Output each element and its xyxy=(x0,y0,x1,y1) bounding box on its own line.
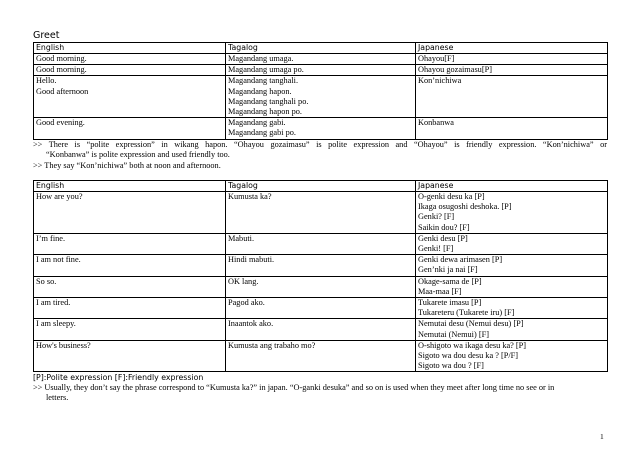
how-are-you-table xyxy=(33,180,608,372)
english-cell xyxy=(34,276,226,297)
tagalog-cell xyxy=(226,65,416,76)
tagalog-text: Kumusta ang trabaho mo? xyxy=(228,340,316,350)
tagalog-text: Hindi mabuti. xyxy=(228,255,275,265)
greetings-table xyxy=(33,42,608,140)
tagalog-cell xyxy=(226,276,416,297)
greetings-table-body xyxy=(34,43,608,140)
english-cell xyxy=(34,233,226,254)
table-row xyxy=(34,118,608,139)
tagalog-cell xyxy=(226,233,416,254)
japanese-text: O-genki desu ka [P] xyxy=(418,192,485,201)
japanese-cell xyxy=(416,233,608,254)
table-row xyxy=(34,276,608,297)
english-cell xyxy=(34,65,226,76)
japanese-cell xyxy=(416,298,608,319)
table-row xyxy=(34,255,608,276)
table-row xyxy=(34,233,608,254)
note-line: “Konbanwa” is polite expression and used friendly too. xyxy=(46,150,230,160)
english-text: Good morning. xyxy=(36,54,87,63)
japanese-text: Sigoto wa dou desu ka ? [P/F] xyxy=(418,351,519,361)
tagalog-text: Magandang gabi po. xyxy=(228,128,296,138)
japanese-cell xyxy=(416,54,608,65)
note-line: >> There is “polite expression” in wikang hapon. “Ohayou gozaimasu” is polite expression and “Ohayou” is friendly expression. “Kon’nichiwa” or xyxy=(33,140,607,149)
how-are-you-table-body xyxy=(34,181,608,372)
english-cell xyxy=(34,340,226,372)
tagalog-text: Magandang tanghali. xyxy=(228,76,299,86)
japanese-text: Gen’nki ja nai [F] xyxy=(418,265,478,275)
japanese-text: Genki desu [P] xyxy=(418,233,468,243)
english-cell xyxy=(34,319,226,340)
tagalog-cell xyxy=(226,255,416,276)
japanese-text: Nemutai (Nemui) [F] xyxy=(418,329,489,339)
column-header: Tagalog xyxy=(226,181,416,192)
column-header: English xyxy=(34,181,226,192)
english-cell xyxy=(34,192,226,234)
english-text: I am sleepy. xyxy=(36,319,76,329)
japanese-text: Ohayou gozaimasu[P] xyxy=(418,65,492,75)
tagalog-text: Mabuti. xyxy=(228,233,255,243)
japanese-cell xyxy=(416,76,608,118)
japanese-text: Ohayou[F] xyxy=(418,54,455,63)
japanese-text: Nemutai desu (Nemui desu) [P] xyxy=(418,319,524,329)
tagalog-text: Magandang tanghali po. xyxy=(228,96,309,106)
japanese-text: Konbanwa xyxy=(418,118,454,128)
japanese-cell xyxy=(416,118,608,139)
tagalog-cell xyxy=(226,319,416,340)
japanese-cell xyxy=(416,255,608,276)
japanese-text: Maa-maa [F] xyxy=(418,286,462,296)
japanese-cell xyxy=(416,340,608,372)
english-text: Good evening. xyxy=(36,118,85,128)
tagalog-text: Magandang hapon. xyxy=(228,86,292,96)
japanese-text: O-shigoto wa ikaga desu ka? [P] xyxy=(418,340,527,350)
column-header: Tagalog xyxy=(226,43,416,54)
note-kumusta-ka xyxy=(33,383,607,404)
japanese-cell xyxy=(416,319,608,340)
tagalog-text: Magandang hapon po. xyxy=(228,107,302,117)
tagalog-cell xyxy=(226,340,416,372)
page-title: Greet xyxy=(33,30,60,41)
note-line: letters. xyxy=(46,393,69,403)
tagalog-text: Kumusta ka? xyxy=(228,192,272,201)
english-text: I am not fine. xyxy=(36,255,81,265)
table-header-row xyxy=(34,181,608,192)
japanese-text: Saikin dou? [F] xyxy=(418,222,470,232)
expression-legend: [P]:Polite expression [F]:Friendly expression xyxy=(33,373,204,382)
english-cell xyxy=(34,298,226,319)
english-cell xyxy=(34,76,226,118)
english-cell xyxy=(34,118,226,139)
table-row xyxy=(34,298,608,319)
japanese-text: Genki! [F] xyxy=(418,244,454,254)
tagalog-cell xyxy=(226,54,416,65)
japanese-text: Genki? [F] xyxy=(418,212,455,222)
table-row xyxy=(34,54,608,65)
english-cell xyxy=(34,255,226,276)
japanese-text: Sigoto wa dou ? [F] xyxy=(418,361,484,371)
note-line: >> Usually, they don’t say the phrase correspond to “Kumusta ka?” in japan. “O-ganki desuka” and so on is used when they meet after long time no see or in xyxy=(33,383,555,392)
table-row xyxy=(34,65,608,76)
tagalog-text: Magandang umaga po. xyxy=(228,65,304,75)
japanese-text: Okage-sama de [P] xyxy=(418,276,482,286)
english-text: So so. xyxy=(36,276,57,286)
page-number: 1 xyxy=(600,432,604,441)
japanese-cell xyxy=(416,65,608,76)
table-row xyxy=(34,319,608,340)
tagalog-text: Pagod ako. xyxy=(228,298,265,308)
table-row xyxy=(34,340,608,372)
english-text: I’m fine. xyxy=(36,233,66,243)
japanese-text: Kon’nichiwa xyxy=(418,76,462,86)
japanese-text: Tukarete imasu [P] xyxy=(418,298,482,308)
tagalog-cell xyxy=(226,192,416,234)
japanese-text: Tukareteru (Tukarete iru) [F] xyxy=(418,308,515,318)
table-header-row xyxy=(34,43,608,54)
note-konnichiwa: >> They say “Kon’nichiwa” both at noon and afternoon. xyxy=(33,161,221,170)
english-text: How's business? xyxy=(36,340,91,350)
table-row xyxy=(34,192,608,234)
english-cell xyxy=(34,54,226,65)
tagalog-cell xyxy=(226,298,416,319)
english-text: Good morning. xyxy=(36,65,87,75)
japanese-text: Genki dewa arimasen [P] xyxy=(418,255,503,265)
tagalog-text: Magandang gabi. xyxy=(228,118,286,128)
english-text: I am tired. xyxy=(36,298,71,308)
english-text: How are you? xyxy=(36,192,83,201)
table-row xyxy=(34,76,608,118)
column-header: Japanese xyxy=(416,43,608,54)
note-polite-expression xyxy=(33,140,607,161)
japanese-cell xyxy=(416,276,608,297)
tagalog-text: Magandang umaga. xyxy=(228,54,294,63)
column-header: Japanese xyxy=(416,181,608,192)
tagalog-text: OK lang. xyxy=(228,276,259,286)
english-text: Hello. xyxy=(36,76,57,86)
english-text: Good afternoon xyxy=(36,86,89,96)
tagalog-text: Inaantok ako. xyxy=(228,319,274,329)
column-header: English xyxy=(34,43,226,54)
tagalog-cell xyxy=(226,118,416,139)
japanese-cell xyxy=(416,192,608,234)
tagalog-cell xyxy=(226,76,416,118)
japanese-text: Ikaga osugoshi deshoka. [P] xyxy=(418,202,512,212)
